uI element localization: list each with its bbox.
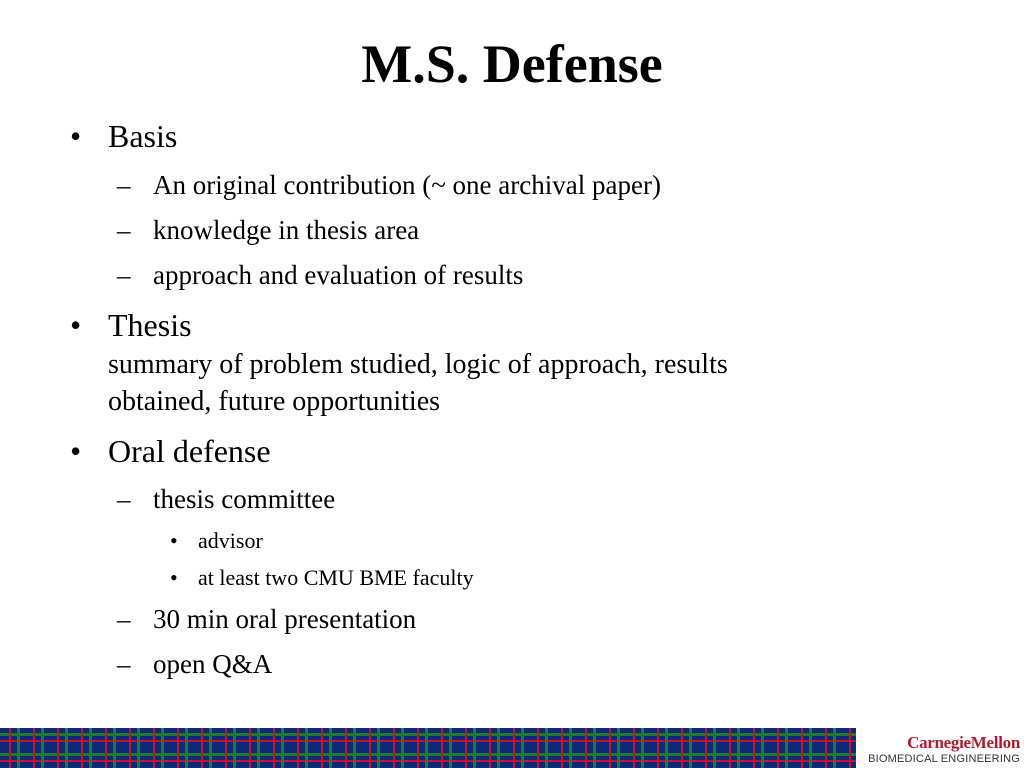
slide-title: M.S. Defense (361, 34, 663, 94)
subitem-approach (117, 258, 523, 292)
subitem-label: knowledge in thesis area (153, 215, 420, 245)
bullet-glyph: • (70, 307, 82, 343)
subitem-label: 30 min oral presentation (153, 604, 417, 634)
subitem-label: open Q&A (153, 649, 273, 679)
dash-glyph: – (117, 604, 131, 634)
dash-glyph: – (117, 649, 131, 679)
subitem-knowledge (117, 213, 419, 247)
subitem-label: An original contribution (~ one archival paper) (153, 170, 661, 200)
subsubitem-label: at least two CMU BME faculty (198, 565, 474, 590)
subsubitem-label: advisor (198, 528, 263, 553)
subsubitem-advisor (170, 527, 263, 555)
subitem-thesis-committee (117, 482, 335, 516)
subitem-label: approach and evaluation of results (153, 260, 524, 290)
dash-glyph: – (117, 215, 131, 245)
bullet-label: Oral defense (108, 433, 271, 469)
bullet-glyph: • (170, 528, 178, 553)
subitem-contribution (117, 168, 661, 202)
logo-subtext: BIOMEDICAL ENGINEERING (868, 753, 1020, 765)
thesis-note-line-1: summary of problem studied, logic of approach, results (108, 349, 728, 380)
bullet-oral-defense (70, 432, 271, 470)
bullet-glyph: • (70, 433, 82, 469)
subitem-oral-presentation (117, 602, 416, 636)
bullet-thesis (70, 306, 728, 417)
subitem-open-qa (117, 647, 272, 681)
tartan-footer-band (0, 728, 856, 768)
thesis-note-line-2: obtained, future opportunities (108, 386, 441, 417)
bullet-glyph: • (170, 565, 178, 590)
dash-glyph: – (117, 484, 131, 514)
dash-glyph: – (117, 170, 131, 200)
bullet-glyph: • (70, 118, 82, 154)
logo-wordmark: CarnegieMellon (907, 733, 1020, 752)
subitem-label: thesis committee (153, 484, 336, 514)
bullet-label: Basis (108, 118, 178, 154)
bullet-basis (70, 117, 177, 155)
bullet-label: Thesis (108, 307, 192, 343)
dash-glyph: – (117, 260, 131, 290)
subsubitem-bme-faculty (170, 564, 474, 592)
carnegie-mellon-logo (860, 734, 1020, 766)
